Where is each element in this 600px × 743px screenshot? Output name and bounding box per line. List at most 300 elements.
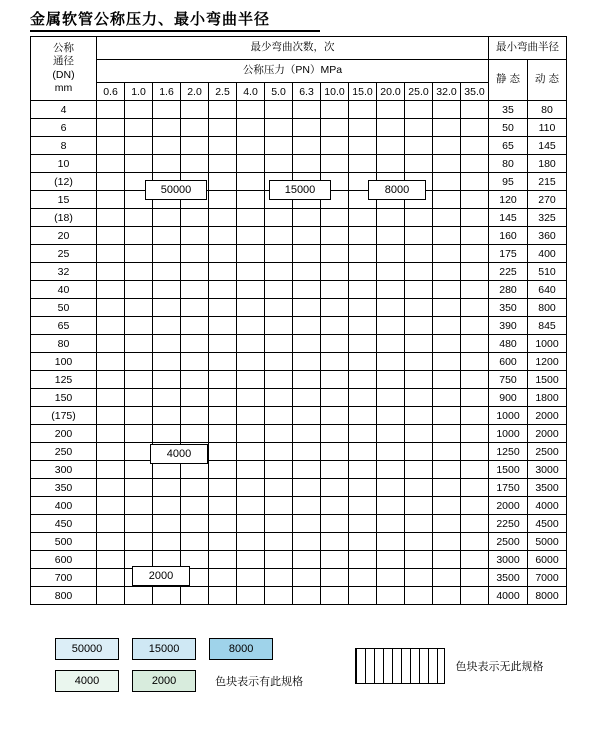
grid-cell: [209, 479, 237, 497]
dn-value: 450: [31, 515, 97, 533]
grid-cell: [97, 245, 125, 263]
table-row: [31, 101, 567, 119]
grid-cell: [237, 137, 265, 155]
overlay-label-15000: 15000: [269, 180, 331, 200]
grid-cell: [97, 461, 125, 479]
table-row: [31, 551, 567, 569]
grid-cell: [321, 425, 349, 443]
grid-cell: [209, 281, 237, 299]
grid-cell: [237, 191, 265, 209]
dn-value: (12): [31, 173, 97, 191]
table-row: [31, 533, 567, 551]
dn-value: 25: [31, 245, 97, 263]
static-radius: 350: [489, 299, 528, 317]
dn-value: 100: [31, 353, 97, 371]
grid-cell: [461, 299, 489, 317]
grid-cell: [377, 227, 405, 245]
grid-cell: [181, 155, 209, 173]
pn-header-5: 4.0: [237, 83, 265, 101]
grid-cell: [237, 551, 265, 569]
grid-cell: [237, 497, 265, 515]
grid-cell: [461, 101, 489, 119]
grid-cell: [349, 119, 377, 137]
dn-value: (175): [31, 407, 97, 425]
grid-cell: [377, 353, 405, 371]
dn-value: 125: [31, 371, 97, 389]
header-dn-line1: 公称: [53, 42, 74, 55]
grid-cell: [97, 227, 125, 245]
grid-cell: [153, 281, 181, 299]
grid-cell: [125, 335, 153, 353]
grid-cell: [433, 407, 461, 425]
pn-header-7: 6.3: [293, 83, 321, 101]
grid-cell: [321, 479, 349, 497]
overlay-label-50000: 50000: [145, 180, 207, 200]
static-radius: 225: [489, 263, 528, 281]
grid-cell: [153, 335, 181, 353]
grid-cell: [405, 137, 433, 155]
grid-cell: [433, 119, 461, 137]
grid-cell: [377, 335, 405, 353]
grid-cell: [293, 137, 321, 155]
grid-cell: [209, 209, 237, 227]
grid-cell: [377, 551, 405, 569]
grid-cell: [433, 137, 461, 155]
grid-cell: [377, 443, 405, 461]
dynamic-radius: 110: [528, 119, 567, 137]
table-row: [31, 245, 567, 263]
pn-header-3: 2.0: [181, 83, 209, 101]
grid-cell: [153, 299, 181, 317]
grid-cell: [405, 245, 433, 263]
static-radius: 65: [489, 137, 528, 155]
grid-cell: [321, 335, 349, 353]
grid-cell: [461, 443, 489, 461]
grid-cell: [321, 245, 349, 263]
grid-cell: [237, 209, 265, 227]
grid-cell: [265, 371, 293, 389]
dynamic-radius: 325: [528, 209, 567, 227]
grid-cell: [349, 281, 377, 299]
grid-cell: [349, 515, 377, 533]
grid-cell: [181, 335, 209, 353]
grid-cell: [433, 569, 461, 587]
grid-cell: [377, 263, 405, 281]
dn-value: 150: [31, 389, 97, 407]
grid-cell: [237, 353, 265, 371]
grid-cell: [433, 389, 461, 407]
grid-cell: [97, 569, 125, 587]
grid-cell: [209, 245, 237, 263]
grid-cell: [125, 263, 153, 281]
grid-cell: [461, 425, 489, 443]
table-row: [31, 569, 567, 587]
grid-cell: [237, 281, 265, 299]
grid-cell: [97, 551, 125, 569]
grid-cell: [209, 227, 237, 245]
grid-cell: [293, 587, 321, 605]
grid-cell: [293, 263, 321, 281]
static-radius: 3500: [489, 569, 528, 587]
grid-cell: [237, 479, 265, 497]
grid-cell: [293, 353, 321, 371]
static-radius: 160: [489, 227, 528, 245]
grid-cell: [153, 137, 181, 155]
grid-cell: [433, 191, 461, 209]
grid-cell: [349, 461, 377, 479]
grid-cell: [265, 335, 293, 353]
grid-cell: [321, 443, 349, 461]
legend-swatch-8000: 8000: [209, 638, 273, 660]
grid-cell: [377, 119, 405, 137]
grid-cell: [433, 317, 461, 335]
grid-cell: [349, 371, 377, 389]
grid-cell: [237, 533, 265, 551]
grid-cell: [321, 497, 349, 515]
grid-cell: [405, 299, 433, 317]
grid-cell: [209, 587, 237, 605]
static-radius: 1750: [489, 479, 528, 497]
grid-cell: [265, 461, 293, 479]
table-row: [31, 515, 567, 533]
grid-cell: [265, 407, 293, 425]
pn-header-12: 32.0: [433, 83, 461, 101]
grid-cell: [293, 407, 321, 425]
header-dn: [31, 37, 97, 101]
grid-cell: [349, 479, 377, 497]
dynamic-radius: 845: [528, 317, 567, 335]
pn-header-6: 5.0: [265, 83, 293, 101]
grid-cell: [405, 119, 433, 137]
static-radius: 3000: [489, 551, 528, 569]
header-pn: 公称压力（PN）MPa: [97, 60, 489, 83]
grid-cell: [461, 191, 489, 209]
grid-cell: [461, 569, 489, 587]
grid-cell: [377, 317, 405, 335]
pn-header-13: 35.0: [461, 83, 489, 101]
grid-cell: [321, 371, 349, 389]
grid-cell: [181, 479, 209, 497]
grid-cell: [181, 101, 209, 119]
grid-cell: [433, 281, 461, 299]
grid-cell: [321, 119, 349, 137]
grid-cell: [153, 317, 181, 335]
grid-cell: [153, 209, 181, 227]
grid-cell: [181, 515, 209, 533]
grid-cell: [97, 371, 125, 389]
dynamic-radius: 1800: [528, 389, 567, 407]
grid-cell: [97, 335, 125, 353]
grid-cell: [405, 569, 433, 587]
grid-cell: [237, 299, 265, 317]
grid-cell: [237, 317, 265, 335]
grid-cell: [349, 137, 377, 155]
grid-cell: [153, 533, 181, 551]
table-row: [31, 119, 567, 137]
grid-cell: [265, 551, 293, 569]
grid-cell: [181, 299, 209, 317]
page-title: 金属软管公称压力、最小弯曲半径: [30, 10, 271, 28]
grid-cell: [461, 137, 489, 155]
dn-value: 700: [31, 569, 97, 587]
grid-cell: [433, 209, 461, 227]
grid-cell: [461, 371, 489, 389]
grid-cell: [293, 245, 321, 263]
dynamic-radius: 145: [528, 137, 567, 155]
grid-cell: [97, 119, 125, 137]
grid-cell: [265, 119, 293, 137]
grid-cell: [377, 155, 405, 173]
header-dynamic: 动 态: [528, 60, 567, 101]
grid-cell: [153, 497, 181, 515]
grid-cell: [461, 281, 489, 299]
header-radius: 最小弯曲半径: [489, 37, 567, 60]
dn-value: 15: [31, 191, 97, 209]
grid-cell: [349, 389, 377, 407]
grid-cell: [349, 227, 377, 245]
pn-header-10: 20.0: [377, 83, 405, 101]
grid-cell: [349, 443, 377, 461]
spec-table: [30, 36, 567, 605]
grid-cell: [349, 569, 377, 587]
table-row: [31, 317, 567, 335]
table-row: [31, 281, 567, 299]
grid-cell: [405, 335, 433, 353]
grid-cell: [97, 101, 125, 119]
grid-cell: [405, 479, 433, 497]
grid-cell: [265, 263, 293, 281]
grid-cell: [209, 101, 237, 119]
grid-cell: [125, 317, 153, 335]
grid-cell: [433, 227, 461, 245]
header-bend-count: 最少弯曲次数，次: [97, 37, 489, 60]
grid-cell: [181, 353, 209, 371]
grid-cell: [377, 281, 405, 299]
grid-cell: [293, 461, 321, 479]
legend-swatch-4000: 4000: [55, 670, 119, 692]
grid-cell: [153, 371, 181, 389]
grid-cell: [209, 443, 237, 461]
dynamic-radius: 6000: [528, 551, 567, 569]
grid-cell: [97, 263, 125, 281]
grid-cell: [433, 245, 461, 263]
static-radius: 750: [489, 371, 528, 389]
grid-cell: [153, 155, 181, 173]
grid-cell: [181, 389, 209, 407]
grid-cell: [97, 533, 125, 551]
grid-cell: [321, 533, 349, 551]
grid-cell: [237, 155, 265, 173]
grid-cell: [209, 137, 237, 155]
grid-cell: [181, 407, 209, 425]
table-row: [31, 479, 567, 497]
grid-cell: [405, 101, 433, 119]
grid-cell: [265, 569, 293, 587]
table-row: [31, 443, 567, 461]
dynamic-radius: 8000: [528, 587, 567, 605]
grid-cell: [433, 515, 461, 533]
static-radius: 2000: [489, 497, 528, 515]
grid-cell: [265, 443, 293, 461]
dynamic-radius: 2000: [528, 425, 567, 443]
grid-cell: [209, 299, 237, 317]
grid-cell: [321, 209, 349, 227]
grid-cell: [153, 407, 181, 425]
grid-cell: [405, 155, 433, 173]
grid-cell: [405, 227, 433, 245]
grid-cell: [209, 155, 237, 173]
grid-cell: [237, 101, 265, 119]
grid-cell: [321, 299, 349, 317]
static-radius: 1000: [489, 407, 528, 425]
grid-cell: [181, 497, 209, 515]
grid-cell: [377, 371, 405, 389]
grid-cell: [237, 461, 265, 479]
dynamic-radius: 1000: [528, 335, 567, 353]
grid-cell: [125, 227, 153, 245]
dynamic-radius: 3500: [528, 479, 567, 497]
dn-value: 80: [31, 335, 97, 353]
grid-cell: [209, 425, 237, 443]
grid-cell: [433, 587, 461, 605]
static-radius: 600: [489, 353, 528, 371]
overlay-label-2000: 2000: [132, 566, 190, 586]
grid-cell: [405, 317, 433, 335]
grid-cell: [125, 587, 153, 605]
grid-cell: [125, 245, 153, 263]
grid-cell: [377, 587, 405, 605]
grid-cell: [433, 443, 461, 461]
grid-cell: [321, 317, 349, 335]
grid-cell: [461, 227, 489, 245]
grid-cell: [349, 317, 377, 335]
dn-value: 10: [31, 155, 97, 173]
grid-cell: [125, 101, 153, 119]
grid-cell: [405, 533, 433, 551]
dn-value: 200: [31, 425, 97, 443]
grid-cell: [293, 533, 321, 551]
grid-cell: [153, 227, 181, 245]
static-radius: 1250: [489, 443, 528, 461]
grid-cell: [97, 137, 125, 155]
pn-header-9: 15.0: [349, 83, 377, 101]
table-row: [31, 371, 567, 389]
grid-cell: [237, 443, 265, 461]
grid-cell: [181, 263, 209, 281]
grid-cell: [461, 335, 489, 353]
dynamic-radius: 800: [528, 299, 567, 317]
dn-value: 500: [31, 533, 97, 551]
grid-cell: [461, 119, 489, 137]
grid-cell: [181, 137, 209, 155]
dn-value: 50: [31, 299, 97, 317]
table-row: [31, 407, 567, 425]
grid-cell: [321, 461, 349, 479]
static-radius: 1000: [489, 425, 528, 443]
grid-cell: [349, 551, 377, 569]
pn-header-1: 1.0: [125, 83, 153, 101]
grid-cell: [209, 191, 237, 209]
dynamic-radius: 3000: [528, 461, 567, 479]
grid-cell: [209, 317, 237, 335]
grid-cell: [209, 461, 237, 479]
table-row: [31, 389, 567, 407]
grid-cell: [209, 353, 237, 371]
grid-cell: [433, 299, 461, 317]
grid-cell: [349, 245, 377, 263]
grid-cell: [293, 335, 321, 353]
grid-cell: [97, 479, 125, 497]
grid-cell: [97, 317, 125, 335]
grid-cell: [265, 533, 293, 551]
grid-cell: [321, 515, 349, 533]
table-row: [31, 425, 567, 443]
grid-cell: [265, 389, 293, 407]
pn-header-0: 0.6: [97, 83, 125, 101]
grid-cell: [265, 425, 293, 443]
dn-value: 40: [31, 281, 97, 299]
grid-cell: [125, 155, 153, 173]
table-row: [31, 227, 567, 245]
grid-cell: [405, 587, 433, 605]
static-radius: 900: [489, 389, 528, 407]
grid-cell: [321, 101, 349, 119]
grid-cell: [433, 101, 461, 119]
grid-cell: [433, 263, 461, 281]
dn-value: 400: [31, 497, 97, 515]
grid-cell: [97, 353, 125, 371]
grid-cell: [377, 515, 405, 533]
legend-swatch-2000: 2000: [132, 670, 196, 692]
grid-cell: [125, 119, 153, 137]
grid-cell: [265, 317, 293, 335]
static-radius: 390: [489, 317, 528, 335]
grid-cell: [153, 587, 181, 605]
grid-cell: [293, 101, 321, 119]
pn-column-headers: [31, 83, 567, 101]
static-radius: 95: [489, 173, 528, 191]
grid-cell: [349, 209, 377, 227]
grid-cell: [237, 119, 265, 137]
dn-value: 8: [31, 137, 97, 155]
grid-cell: [461, 587, 489, 605]
grid-cell: [433, 425, 461, 443]
grid-cell: [265, 101, 293, 119]
grid-cell: [461, 533, 489, 551]
grid-cell: [293, 281, 321, 299]
grid-cell: [321, 389, 349, 407]
grid-cell: [405, 461, 433, 479]
legend-note-right: 色块表示无此规格: [455, 661, 544, 673]
dn-value: 600: [31, 551, 97, 569]
grid-cell: [209, 263, 237, 281]
grid-cell: [265, 209, 293, 227]
grid-cell: [97, 281, 125, 299]
grid-cell: [461, 389, 489, 407]
grid-cell: [377, 569, 405, 587]
grid-cell: [97, 515, 125, 533]
grid-cell: [461, 407, 489, 425]
grid-cell: [433, 371, 461, 389]
dynamic-radius: 5000: [528, 533, 567, 551]
grid-cell: [377, 245, 405, 263]
grid-cell: [293, 425, 321, 443]
grid-cell: [125, 497, 153, 515]
grid-cell: [265, 515, 293, 533]
grid-cell: [125, 443, 153, 461]
static-radius: 145: [489, 209, 528, 227]
grid-cell: [237, 389, 265, 407]
